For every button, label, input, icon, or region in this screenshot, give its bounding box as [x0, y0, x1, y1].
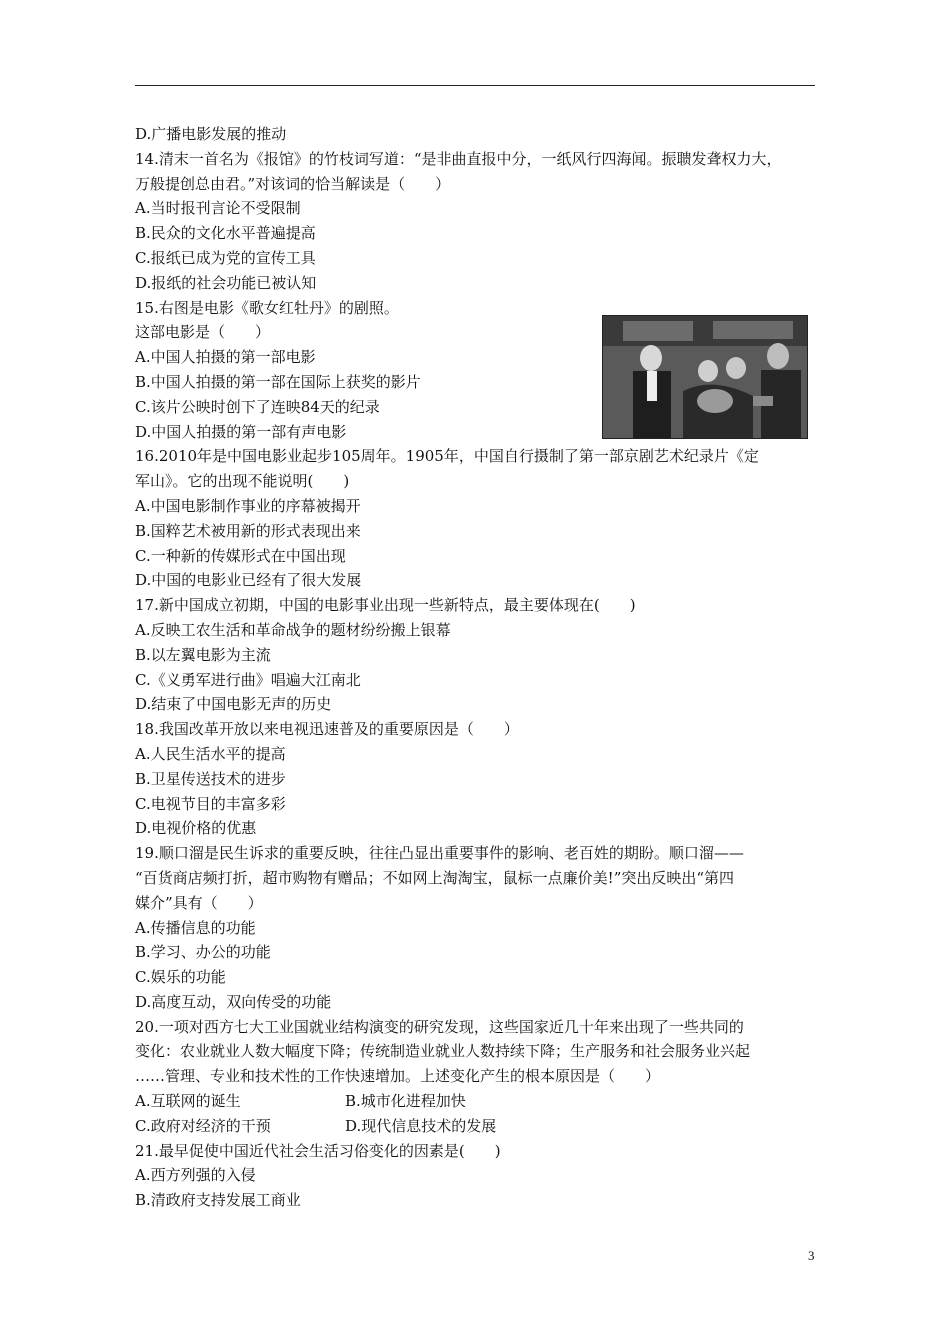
page-number: 3	[808, 1248, 815, 1263]
question-20-stem-cont: 变化：农业就业人数大幅度下降；传统制造业就业人数持续下降；生产服务和社会服务业兴起	[135, 1042, 751, 1061]
question-21-stem: 21.最早促使中国近代社会生活习俗变化的因素是( )	[135, 1141, 501, 1160]
question-13-option-d: D.广播电影发展的推动	[135, 125, 287, 143]
question-15-option-c: C.该片公映时创下了连映84天的纪录	[135, 397, 380, 416]
question-16-stem: 16.2010年是中国电影业起步105周年。1905年，中国自行摄制了第一部京剧艺术纪录片《定	[135, 447, 759, 466]
question-19-stem-end: 媒介”具有（ ）	[135, 893, 263, 912]
question-21-option-a: A.西方列强的入侵	[135, 1166, 256, 1185]
question-14-option-d: D.报纸的社会功能已被认知	[135, 273, 317, 292]
question-16-option-d: D.中国的电影业已经有了很大发展	[135, 571, 362, 590]
question-20-option-b: B.城市化进程加快	[345, 1092, 466, 1111]
question-19-stem: 19.顺口溜是民生诉求的重要反映，往往凸显出重要事件的影响、老百姓的期盼。顺口溜——	[135, 844, 744, 863]
question-17-stem: 17.新中国成立初期，中国的电影事业出现一些新特点，最主要体现在( )	[135, 596, 636, 615]
question-17-option-c: C.《义勇军进行曲》唱遍大江南北	[135, 670, 361, 689]
question-20-options-row-1	[135, 1089, 815, 1114]
film-still-photo	[602, 315, 808, 439]
question-14-stem-cont: 万般提创总由君。”对该词的恰当解读是（ ）	[135, 174, 451, 193]
question-16-option-c: C.一种新的传媒形式在中国出现	[135, 546, 346, 565]
question-18-option-b: B.卫星传送技术的进步	[135, 769, 286, 788]
question-17-option-b: B.以左翼电影为主流	[135, 645, 271, 664]
question-14-option-b: B.民众的文化水平普遍提高	[135, 224, 316, 243]
question-14-option-a: A.当时报刊言论不受限制	[135, 199, 301, 218]
question-19-option-c: C.娱乐的功能	[135, 968, 226, 987]
question-16-stem-cont: 军山》。它的出现不能说明( )	[135, 472, 350, 491]
question-20-option-a: A.互联网的诞生	[135, 1092, 241, 1111]
question-16-option-a: A.中国电影制作事业的序幕被揭开	[135, 496, 361, 515]
question-19-option-b: B.学习、办公的功能	[135, 943, 271, 962]
question-20-option-d: D.现代信息技术的发展	[345, 1116, 497, 1135]
question-21-option-b: B.清政府支持发展工商业	[135, 1191, 301, 1210]
question-14-option-c: C.报纸已成为党的宣传工具	[135, 248, 316, 267]
question-18-option-d: D.电视价格的优惠	[135, 819, 257, 838]
question-15-option-b: B.中国人拍摄的第一部在国际上获奖的影片	[135, 372, 421, 391]
question-17-option-a: A.反映工农生活和革命战争的题材纷纷搬上银幕	[135, 620, 451, 639]
question-15-option-d: D.中国人拍摄的第一部有声电影	[135, 422, 347, 441]
question-14-stem: 14.清末一首名为《报馆》的竹枝词写道：“是非曲直报中分，一纸风行四海闻。振聩发聋权力大，	[135, 149, 782, 168]
question-19-option-d: D.高度互动，双向传受的功能	[135, 992, 332, 1011]
question-19-option-a: A.传播信息的功能	[135, 918, 256, 937]
question-15-stem: 15.右图是电影《歌女红牡丹》的剧照。	[135, 298, 399, 317]
question-17-option-d: D.结束了中国电影无声的历史	[135, 695, 332, 714]
question-19-stem-cont: “百货商店频打折，超市购物有赠品；不如网上淘淘宝，鼠标一点廉价美!”突出反映出“第四	[135, 868, 735, 887]
question-20-option-c: C.政府对经济的干预	[135, 1116, 271, 1135]
exam-content	[135, 122, 815, 1213]
question-18-stem: 18.我国改革开放以来电视迅速普及的重要原因是（ ）	[135, 720, 519, 739]
question-18-option-c: C.电视节目的丰富多彩	[135, 794, 286, 813]
question-18-option-a: A.人民生活水平的提高	[135, 744, 286, 763]
question-15-stem-cont: 这部电影是（ ）	[135, 323, 271, 342]
question-20-stem: 20.一项对西方七大工业国就业结构演变的研究发现，这些国家近几十年来出现了一些共同的	[135, 1017, 744, 1036]
header-rule	[135, 85, 815, 86]
question-20-options-row-2	[135, 1114, 815, 1139]
question-20-stem-end: ……管理、专业和技术性的工作快速增加。上述变化产生的根本原因是（ ）	[135, 1067, 661, 1086]
question-15-option-a: A.中国人拍摄的第一部电影	[135, 348, 316, 367]
question-16-option-b: B.国粹艺术被用新的形式表现出来	[135, 521, 361, 540]
